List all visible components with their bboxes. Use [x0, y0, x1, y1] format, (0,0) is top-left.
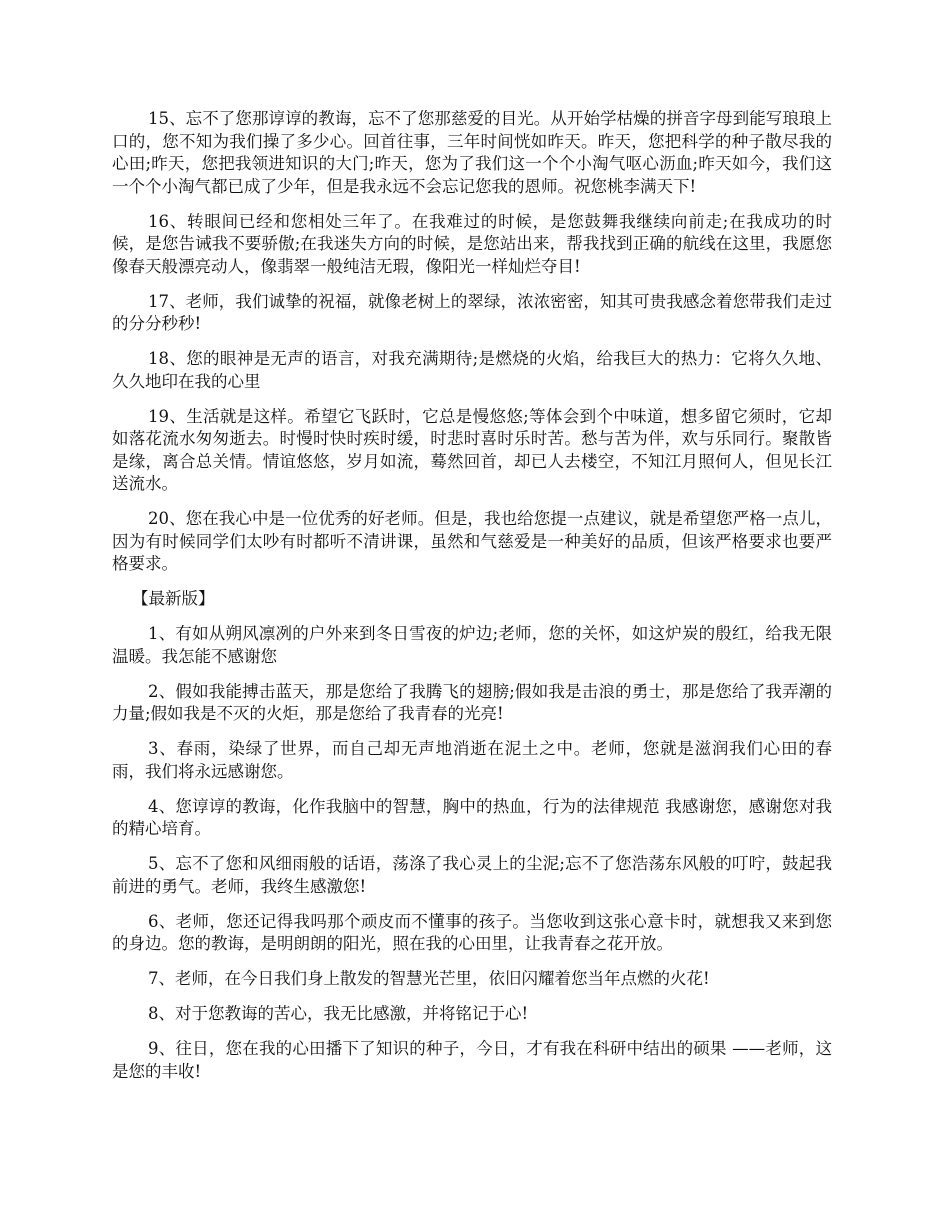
paragraph-new-1: 1、有如从朔风凛冽的户外来到冬日雪夜的炉边;老师，您的关怀，如这炉炭的殷红，给我无限温暖。我怎能不感谢您 [112, 624, 832, 666]
section-heading: 【最新版】 [132, 589, 215, 608]
paragraph-new-5: 5、忘不了您和风细雨般的话语，荡涤了我心灵上的尘泥;忘不了您浩荡东风般的叮咛，鼓起我前进的勇气。老师，我终生感激您! [112, 854, 832, 896]
paragraph-15: 15、忘不了您那谆谆的教诲，忘不了您那慈爱的目光。从开始学枯燥的拼音字母到能写琅琅上口的，您不知为我们操了多少心。回首往事，三年时间恍如昨天。昨天，您把科学的种子散尽我的心田;昨天，您把我领进知识的大门;昨天，您为了我们这一个个小淘气呕心沥血;昨天如今，我们这一个个小淘气都已成了少年，但是我永远不会忘记您我的恩师。祝您桃李满天下! [112, 109, 832, 196]
paragraph-new-2: 2、假如我能搏击蓝天，那是您给了我腾飞的翅膀;假如我是击浪的勇士，那是您给了我弄潮的力量;假如我是不灭的火炬，那是您给了我青春的光亮! [112, 681, 832, 723]
paragraph-new-4: 4、您谆谆的教诲，化作我脑中的智慧，胸中的热血，行为的法律规范 我感谢您，感谢您对我的精心培育。 [112, 796, 832, 838]
paragraph-16: 16、转眼间已经和您相处三年了。在我难过的时候，是您鼓舞我继续向前走;在我成功的时候，是您告诫我不要骄傲;在我迷失方向的时候，是您站出来，帮我找到正确的航线在这里，我愿您像春天般漂亮动人，像翡翠一般纯洁无瑕，像阳光一样灿烂夺目! [112, 211, 832, 276]
paragraph-19: 19、生活就是这样。希望它飞跃时，它总是慢悠悠;等体会到个中味道，想多留它须时，它却如落花流水匆匆逝去。时慢时快时疾时缓，时悲时喜时乐时苦。愁与苦为伴，欢与乐同行。聚散皆是缘，离合总关情。情谊悠悠，岁月如流，蓦然回首，却已人去楼空，不知江月照何人，但见长江送流水。 [112, 406, 832, 493]
document-page [112, 108, 832, 1096]
paragraph-new-7: 7、老师，在今日我们身上散发的智慧光芒里，依旧闪耀着您当年点燃的火花! [148, 969, 710, 988]
paragraph-new-9: 9、往日，您在我的心田播下了知识的种子，今日，才有我在科研中结出的硕果 ——老师，这是您的丰收! [112, 1039, 832, 1081]
paragraph-18: 18、您的眼神是无声的语言，对我充满期待;是燃烧的火焰，给我巨大的热力：它将久久地、久久地印在我的心里 [112, 349, 832, 391]
paragraph-20: 20、您在我心中是一位优秀的好老师。但是，我也给您提一点建议，就是希望您严格一点儿，因为有时候同学们太吵有时都听不清讲课，虽然和气慈爱是一种美好的品质，但该严格要求也要严格要求。 [112, 509, 832, 573]
paragraph-new-8: 8、对于您教诲的苦心，我无比感激，并将铭记于心! [148, 1004, 529, 1023]
paragraph-new-6: 6、老师，您还记得我吗那个顽皮而不懂事的孩子。当您收到这张心意卡时，就想我又来到您的身边。您的教诲，是明朗朗的阳光，照在我的心田里，让我青春之花开放。 [112, 911, 832, 953]
paragraph-new-3: 3、春雨，染绿了世界，而自己却无声地消逝在泥土之中。老师，您就是滋润我们心田的春雨，我们将永远感谢您。 [112, 739, 832, 781]
paragraph-17: 17、老师，我们诚挚的祝福，就像老树上的翠绿，浓浓密密，知其可贵我感念着您带我们走过的分分秒秒! [112, 291, 832, 333]
